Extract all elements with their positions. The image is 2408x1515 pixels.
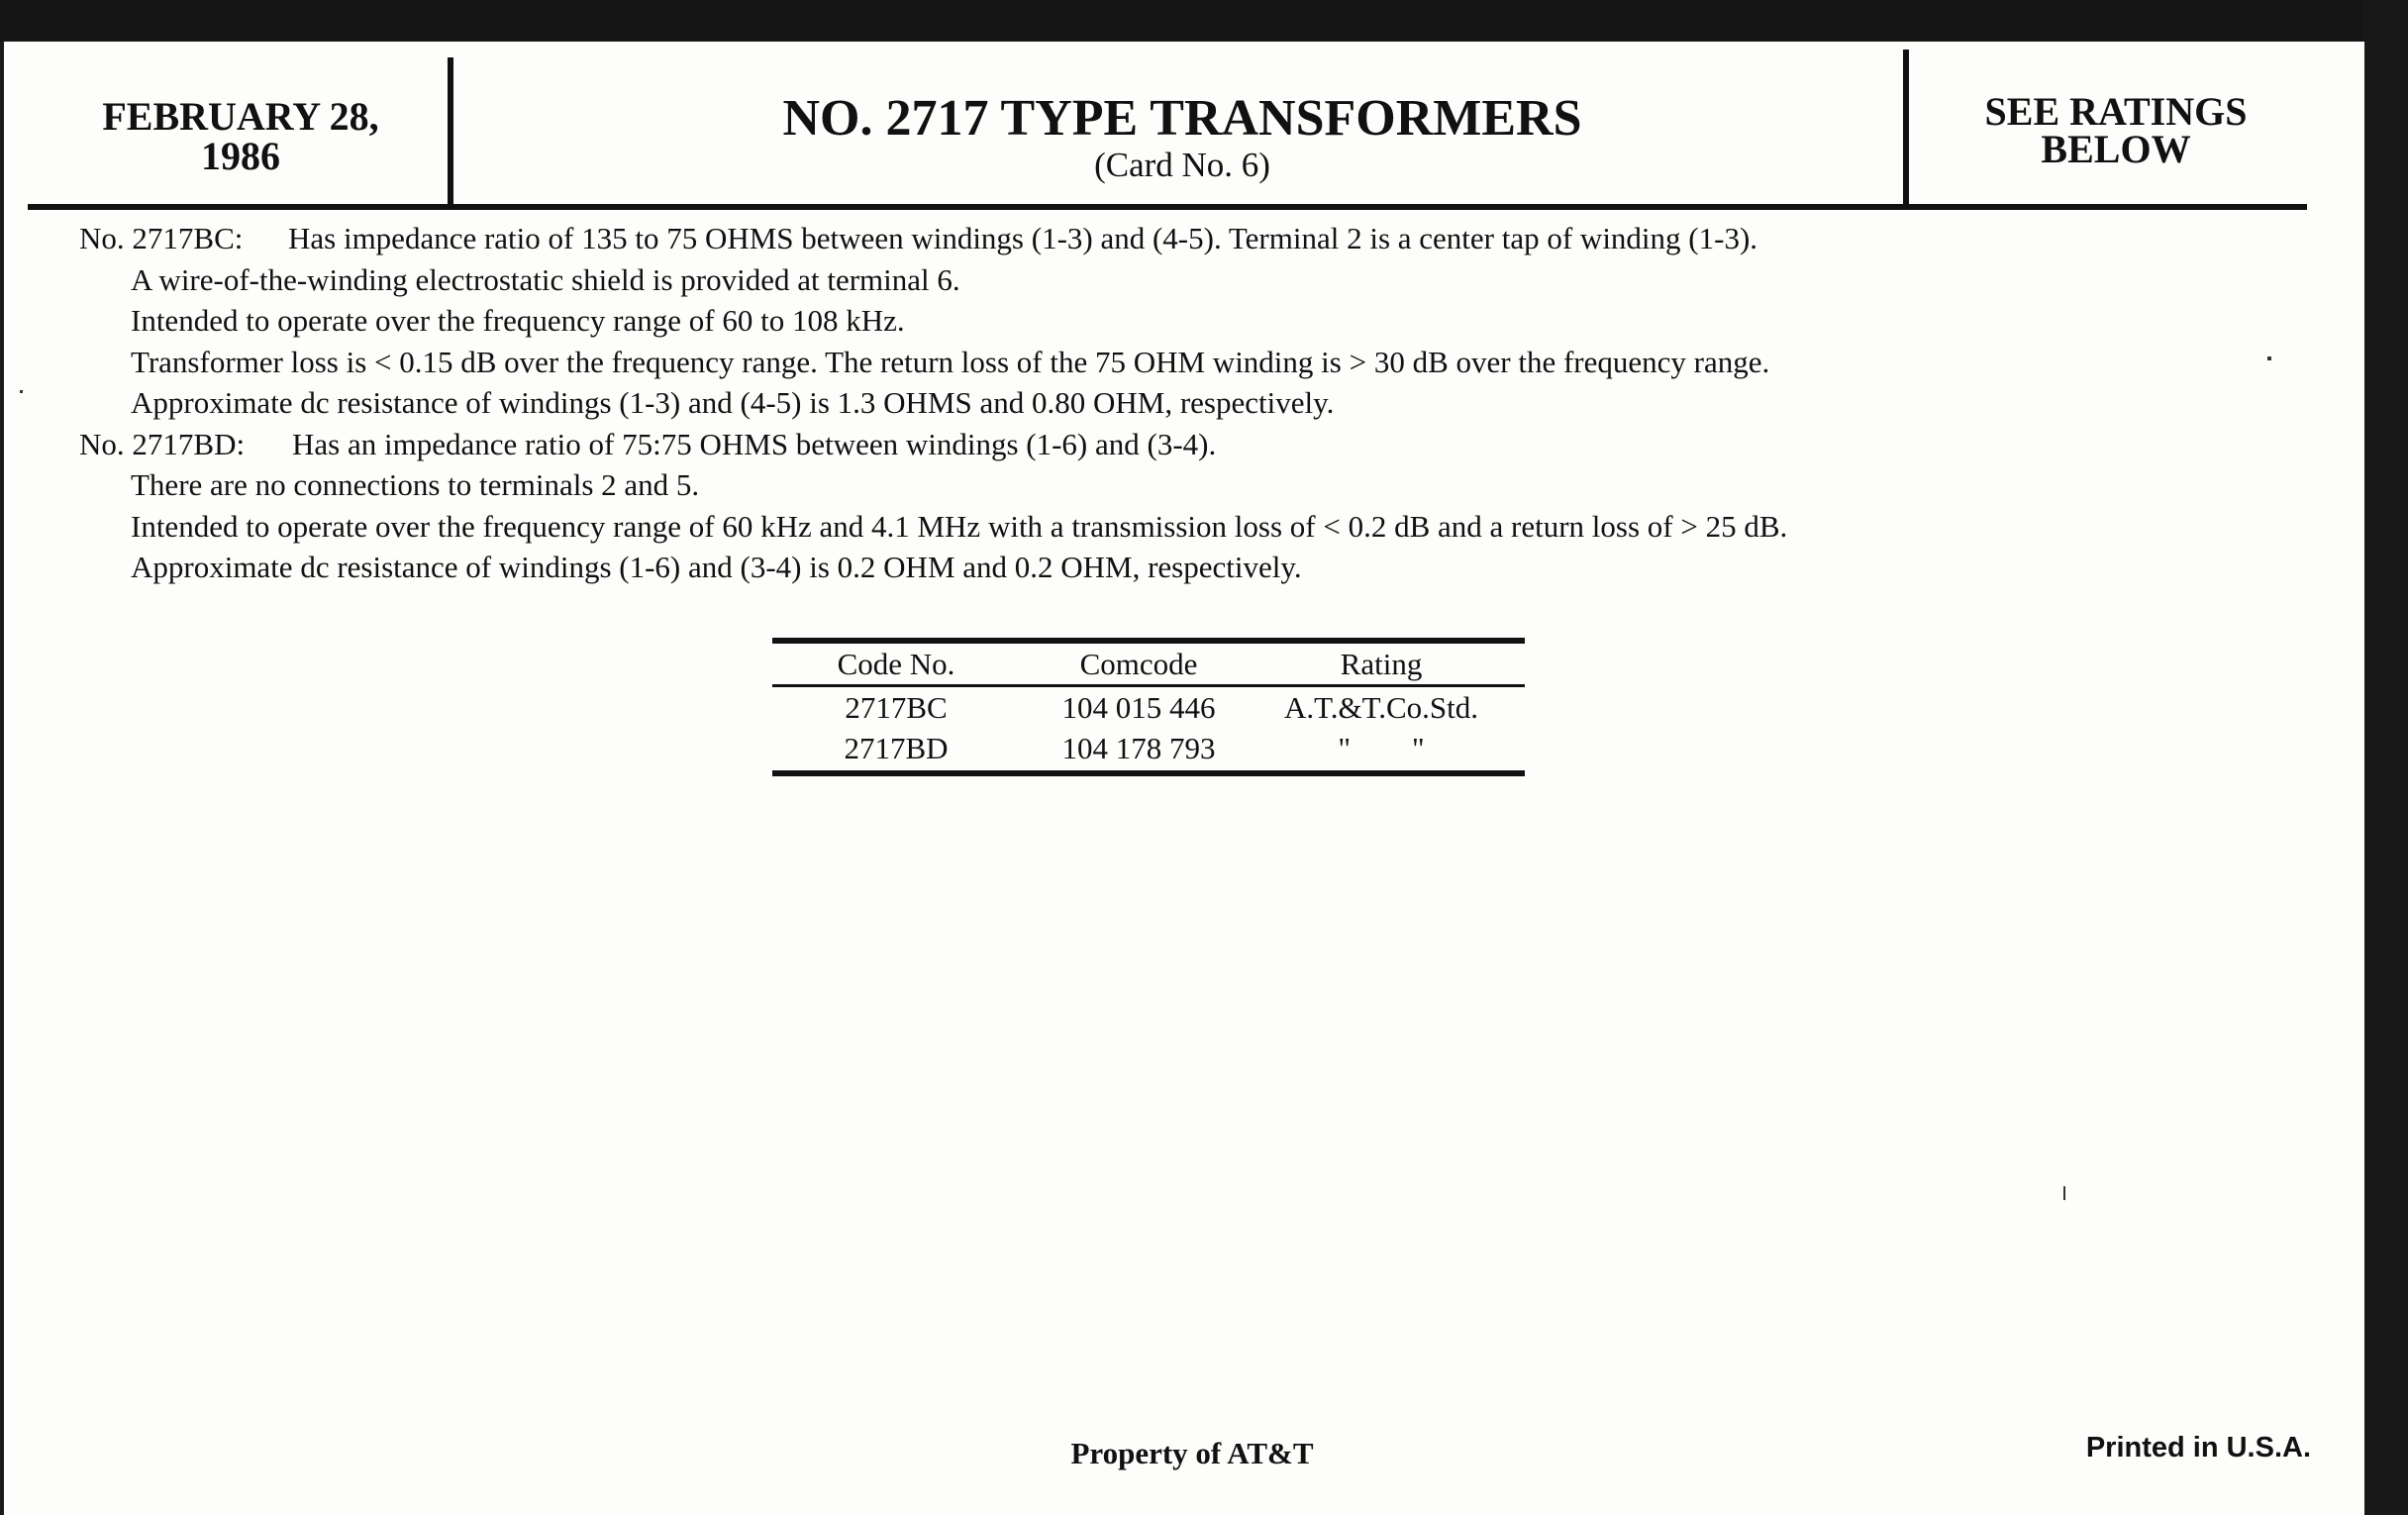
column-header-rating: Rating	[1340, 647, 1423, 681]
section-2717bc-line: Transformer loss is < 0.15 dB over the frequency range. The return loss of the 75 OHM winding is > 30 dB over the frequency range.	[131, 344, 1770, 379]
column-header-comcode: Comcode	[1079, 647, 1198, 681]
table-header-row	[772, 644, 1525, 684]
ratings-note-line1: SEE RATINGS	[1984, 89, 2248, 134]
cell-code: 2717BC	[845, 690, 948, 725]
section-2717bd-text: Has an impedance ratio of 75:75 OHMS between windings (1-6) and (3-4).	[292, 426, 1217, 461]
cell-rating: A.T.&T.Co.Std.	[1283, 690, 1479, 725]
column-header-code: Code No.	[837, 647, 955, 681]
property-notice: Property of AT&T	[1070, 1436, 1314, 1470]
issue-date	[28, 94, 453, 178]
scan-speck	[2267, 356, 2271, 360]
scan-speck	[2063, 1186, 2065, 1200]
ratings-table	[772, 638, 1525, 776]
scan-speck	[20, 390, 23, 393]
issue-date-line2: 1986	[201, 134, 280, 178]
cell-code: 2717BD	[844, 731, 949, 765]
ratings-note-line2: BELOW	[2041, 127, 2191, 171]
description-body	[79, 218, 2297, 588]
section-2717bd-label: No. 2717BD:	[79, 426, 246, 461]
section-2717bd-line: Approximate dc resistance of windings (1-6) and (3-4) is 0.2 OHM and 0.2 OHM, respectively.	[131, 550, 1302, 584]
section-2717bc-line: Approximate dc resistance of windings (1-3) and (4-5) is 1.3 OHMS and 0.80 OHM, respectively.	[131, 385, 1335, 420]
section-2717bc-line: A wire-of-the-winding electrostatic shield is provided at terminal 6.	[131, 261, 960, 297]
printed-notice: Printed in U.S.A.	[2085, 1432, 2311, 1464]
issue-date-line1: FEBRUARY 28,	[102, 94, 379, 139]
header-title-block	[459, 91, 1905, 184]
section-2717bc-first-line	[79, 218, 2297, 259]
page-title: NO. 2717 TYPE TRANSFORMERS	[782, 90, 1582, 147]
table-bottom-rule	[772, 770, 1525, 776]
header-rule	[28, 204, 2307, 210]
section-2717bc-label: No. 2717BC:	[79, 221, 244, 255]
section-2717bd-line: Intended to operate over the frequency range of 60 kHz and 4.1 MHz with a transmission loss of < 0.2 dB and a return loss of > 25 dB.	[131, 508, 1788, 544]
scan-border-right	[2362, 0, 2408, 1515]
document-card	[4, 42, 2364, 1515]
scan-border-top	[0, 0, 2408, 42]
cell-comcode: 104 178 793	[1061, 731, 1216, 765]
cell-rating: " "	[1338, 731, 1425, 765]
section-2717bc-line: Intended to operate over the frequency range of 60 to 108 kHz.	[131, 303, 905, 338]
cell-comcode: 104 015 446	[1061, 690, 1216, 725]
section-2717bd-first-line	[79, 424, 2297, 465]
section-2717bd-line: There are no connections to terminals 2 and 5.	[131, 467, 700, 502]
table-row	[772, 687, 1525, 728]
table-row	[772, 728, 1525, 768]
ratings-note	[1913, 89, 2319, 171]
section-2717bc-text: Has impedance ratio of 135 to 75 OHMS between windings (1-3) and (4-5). Terminal 2 is a center tap of winding (1-3).	[288, 221, 1758, 255]
card-number: (Card No. 6)	[1094, 146, 1270, 184]
